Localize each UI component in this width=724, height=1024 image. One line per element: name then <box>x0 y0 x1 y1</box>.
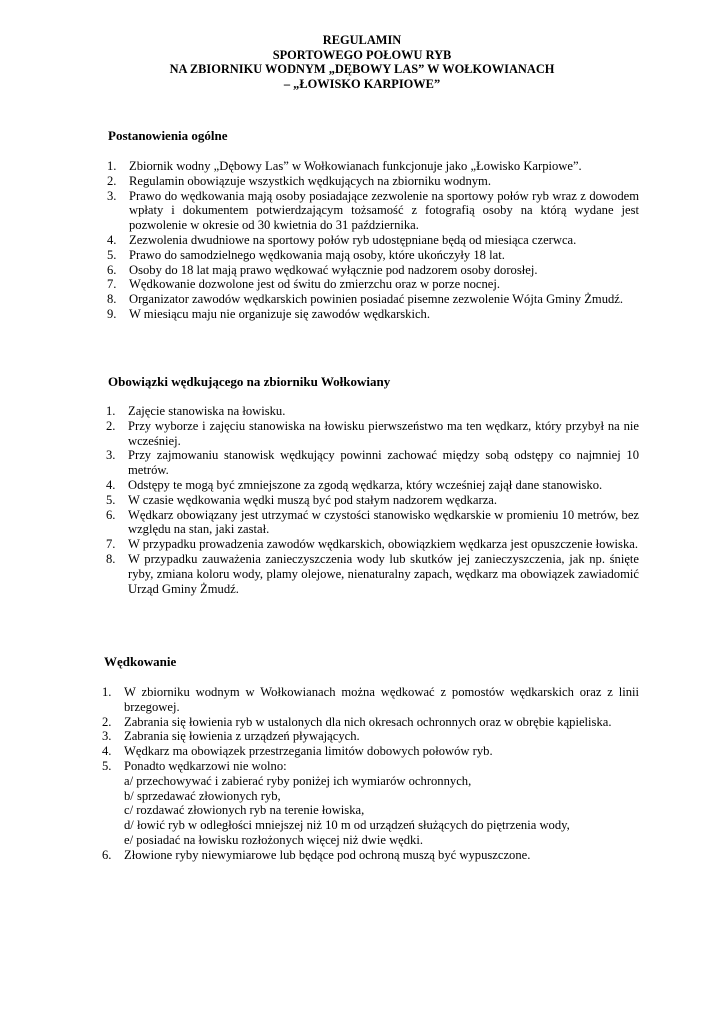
title-line-4: – „ŁOWISKO KARPIOWE” <box>283 76 441 91</box>
sub-item: b/ sprzedawać złowionych ryb, <box>124 788 281 803</box>
general-rules-list <box>107 159 639 322</box>
list-item: 2. Regulamin obowiązuje wszystkich wędkujących na zbiorniku wodnym. <box>107 173 491 188</box>
list-item: 3. Prawo do wędkowania mają osoby posiadające zezwolenie na sportowy połów ryb wraz z dowodem wpłaty i dokumentem potwierdzającym tożsamość z fotografią osoby na którą wydane jest pozwolenie w okresie od 30 kwietnia do 31 października. <box>107 188 639 233</box>
section-heading-general: Postanowienia ogólne <box>108 128 228 143</box>
list-item: 4. Zezwolenia dwudniowe na sportowy połów ryb udostępniane będą od miesiąca czerwca. <box>107 232 577 247</box>
list-item: 4. Wędkarz ma obowiązek przestrzegania limitów dobowych połowów ryb. <box>102 744 493 759</box>
list-item: 6. Złowione ryby niewymiarowe lub będące pod ochroną muszą być wypuszczone. <box>102 847 531 862</box>
title-line-3: NA ZBIORNIKU WODNYM „DĘBOWY LAS” W WOŁKOWIANACH <box>169 62 555 76</box>
list-item: 4. Odstępy te mogą być zmniejszone za zgodą wędkarza, który wcześniej zajął dane stanowisko. <box>106 477 603 492</box>
list-item: 3. Zabrania się łowienia z urządzeń pływających. <box>102 729 360 744</box>
sub-item: a/ przechowywać i zabierać ryby poniżej ich wymiarów ochronnych, <box>124 773 472 788</box>
list-item: 3. Przy zajmowaniu stanowisk wędkujący powinni zachować między sobą odstępy co najmniej 10 metrów. <box>106 448 639 478</box>
list-item: 6. Wędkarz obowiązany jest utrzymać w czystości stanowisko wędkarskie w promieniu 10 metrów, bez względu na stan, jaki zastał. <box>106 507 639 537</box>
fishing-rules-list <box>102 685 639 863</box>
list-item: 7. W przypadku prowadzenia zawodów wędkarskich, obowiązkiem wędkarza jest opuszczenie łowiska. <box>106 537 638 552</box>
title-line-1: REGULAMIN <box>322 33 402 47</box>
list-item: 1. Zajęcie stanowiska na łowisku. <box>106 404 286 418</box>
list-item: 6. Osoby do 18 lat mają prawo wędkować wyłącznie pod nadzorem osoby dorosłej. <box>107 262 538 277</box>
list-item: 2. Przy wyborze i zajęciu stanowiska na łowisku pierwszeństwo ma ten wędkarz, który przybył na nie wcześniej. <box>106 418 639 448</box>
list-item: 9. W miesiącu maju nie organizuje się zawodów wędkarskich. <box>107 306 430 321</box>
list-item: 7. Wędkowanie dozwolone jest od świtu do zmierzchu oraz w porze nocnej. <box>107 277 501 292</box>
list-item: 5. W czasie wędkowania wędki muszą być pod stałym nadzorem wędkarza. <box>106 492 498 507</box>
title-line-2: SPORTOWEGO POŁOWU RYB <box>272 47 452 62</box>
list-item: 1. Zbiornik wodny „Dębowy Las” w Wołkowianach funkcjonuje jako „Łowisko Karpiowe”. <box>107 159 582 173</box>
list-item: 1. W zbiorniku wodnym w Wołkowianach można wędkować z pomostów wędkarskich oraz z linii brzegowej. <box>102 685 639 714</box>
sub-item: e/ posiadać na łowisku rozłożonych więcej niż dwie wędki. <box>124 832 424 847</box>
section-heading-duties: Obowiązki wędkującego na zbiorniku Wołkowiany <box>108 374 391 389</box>
list-item: 5. Prawo do samodzielnego wędkowania mają osoby, które ukończyły 18 lat. <box>107 247 505 262</box>
list-item: 8. Organizator zawodów wędkarskich powinien posiadać pisemne zezwolenie Wójta Gminy Żmudź. <box>107 292 624 307</box>
sub-item: c/ rozdawać złowionych ryb na terenie łowiska, <box>124 803 365 818</box>
list-item: 2. Zabrania się łowienia ryb w ustalonych dla nich okresach ochronnych oraz w obrębie kąpieliska. <box>102 714 612 729</box>
duties-list <box>106 404 639 596</box>
list-item: 5. Ponadto wędkarzowi nie wolno: a/ przechowywać i zabierać ryby poniżej ich wymiarów ochronnych, b/ sprzedawać złowionych ryb, c/ rozdawać złowionych ryb na terenie łowiska, d/ łowić ryb w odległości mniejszej niż 10 m od urządzeń służących do piętrzenia wody, e/ posiadać na łowisku rozłożonych więcej niż dwie wędki. <box>102 759 639 848</box>
sub-item: d/ łowić ryb w odległości mniejszej niż 10 m od urządzeń służących do piętrzenia wody, <box>124 818 570 833</box>
section-heading-fishing: Wędkowanie <box>104 654 177 669</box>
document-title <box>0 33 724 91</box>
list-item: 8. W przypadku zauważenia zanieczyszczenia wody lub skutków jej zanieczyszczenia, jak np. śnięte ryby, zmiana koloru wody, plamy olejowe, nienaturalny zapach, wędkarz ma obowiązek zawiadomić Urząd Gminy Żmudź. <box>106 551 639 596</box>
